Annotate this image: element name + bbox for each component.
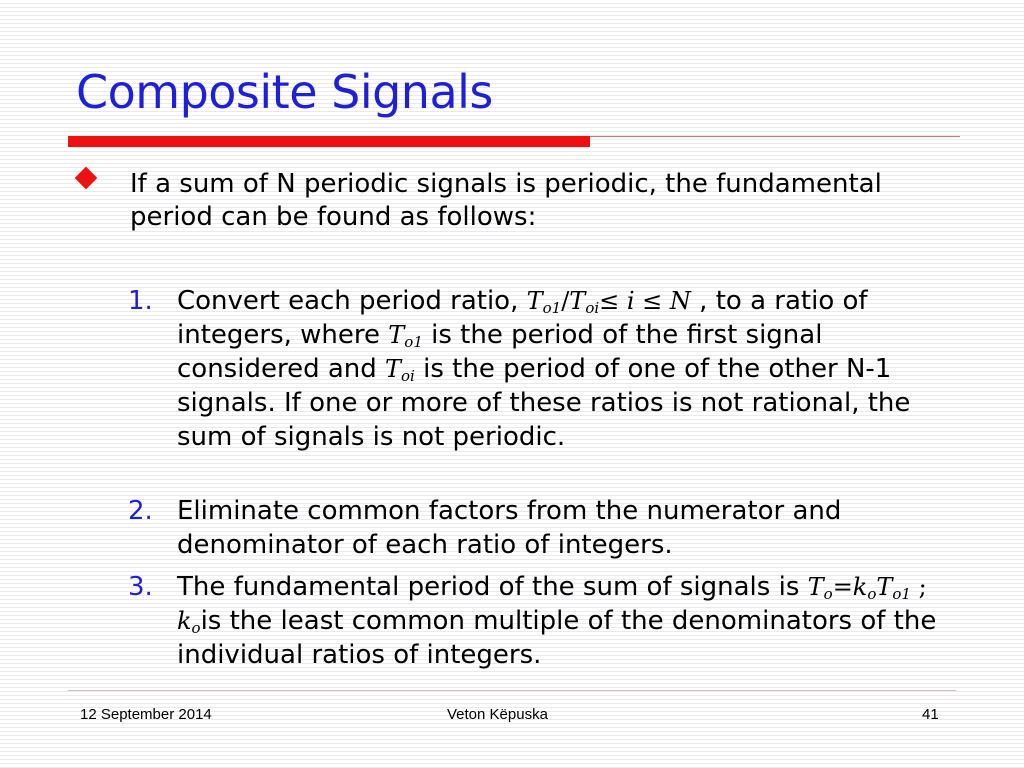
- lead-paragraph: If a sum of N periodic signals is periodic, the fundamental period can be found as follows:: [130, 169, 882, 232]
- list-number: 3.: [128, 572, 153, 602]
- period-other-symbol: $T_{oi}$: [385, 355, 415, 385]
- footer-divider: [68, 690, 956, 691]
- slide-title: Composite Signals: [76, 65, 493, 119]
- period-first-symbol: $T_{o1}$: [388, 321, 423, 351]
- list-number: 2.: [128, 496, 153, 526]
- list-item-text: Convert each period ratio, $T_{o1}/T_{oi}\le i \le N$ , to a ratio of integers, where $T_{o1}$ is the period of the first signal considered and $T_{oi}$ is the period of one of the other N-1 signals. If one or more of these ratios is not rational, the sum of signals is not periodic.: [177, 286, 911, 452]
- footer-author: Veton Këpuska: [447, 706, 548, 723]
- list-number: 1.: [128, 286, 153, 316]
- red-diamond-icon: [75, 167, 98, 190]
- list-item-text: Eliminate common factors from the numerator and denominator of each ratio of integers.: [177, 496, 842, 560]
- title-underline-thick: [68, 136, 590, 147]
- footer-date: 12 September 2014: [80, 706, 212, 723]
- ratio-formula: $T_{o1}/T_{oi}\le i \le N$: [526, 287, 691, 317]
- list-item-text: The fundamental period of the sum of signals is $T_o=k_oT_{o1}$ ; $k_ois$ the least common multiple of the denominators of the individual ratios of integers.: [177, 572, 937, 670]
- page-number: 41: [922, 706, 939, 723]
- title-underline-thin: [590, 136, 960, 137]
- fundamental-period-formula: $T_o=k_oT_{o1}$ ; $k_o$: [177, 573, 927, 637]
